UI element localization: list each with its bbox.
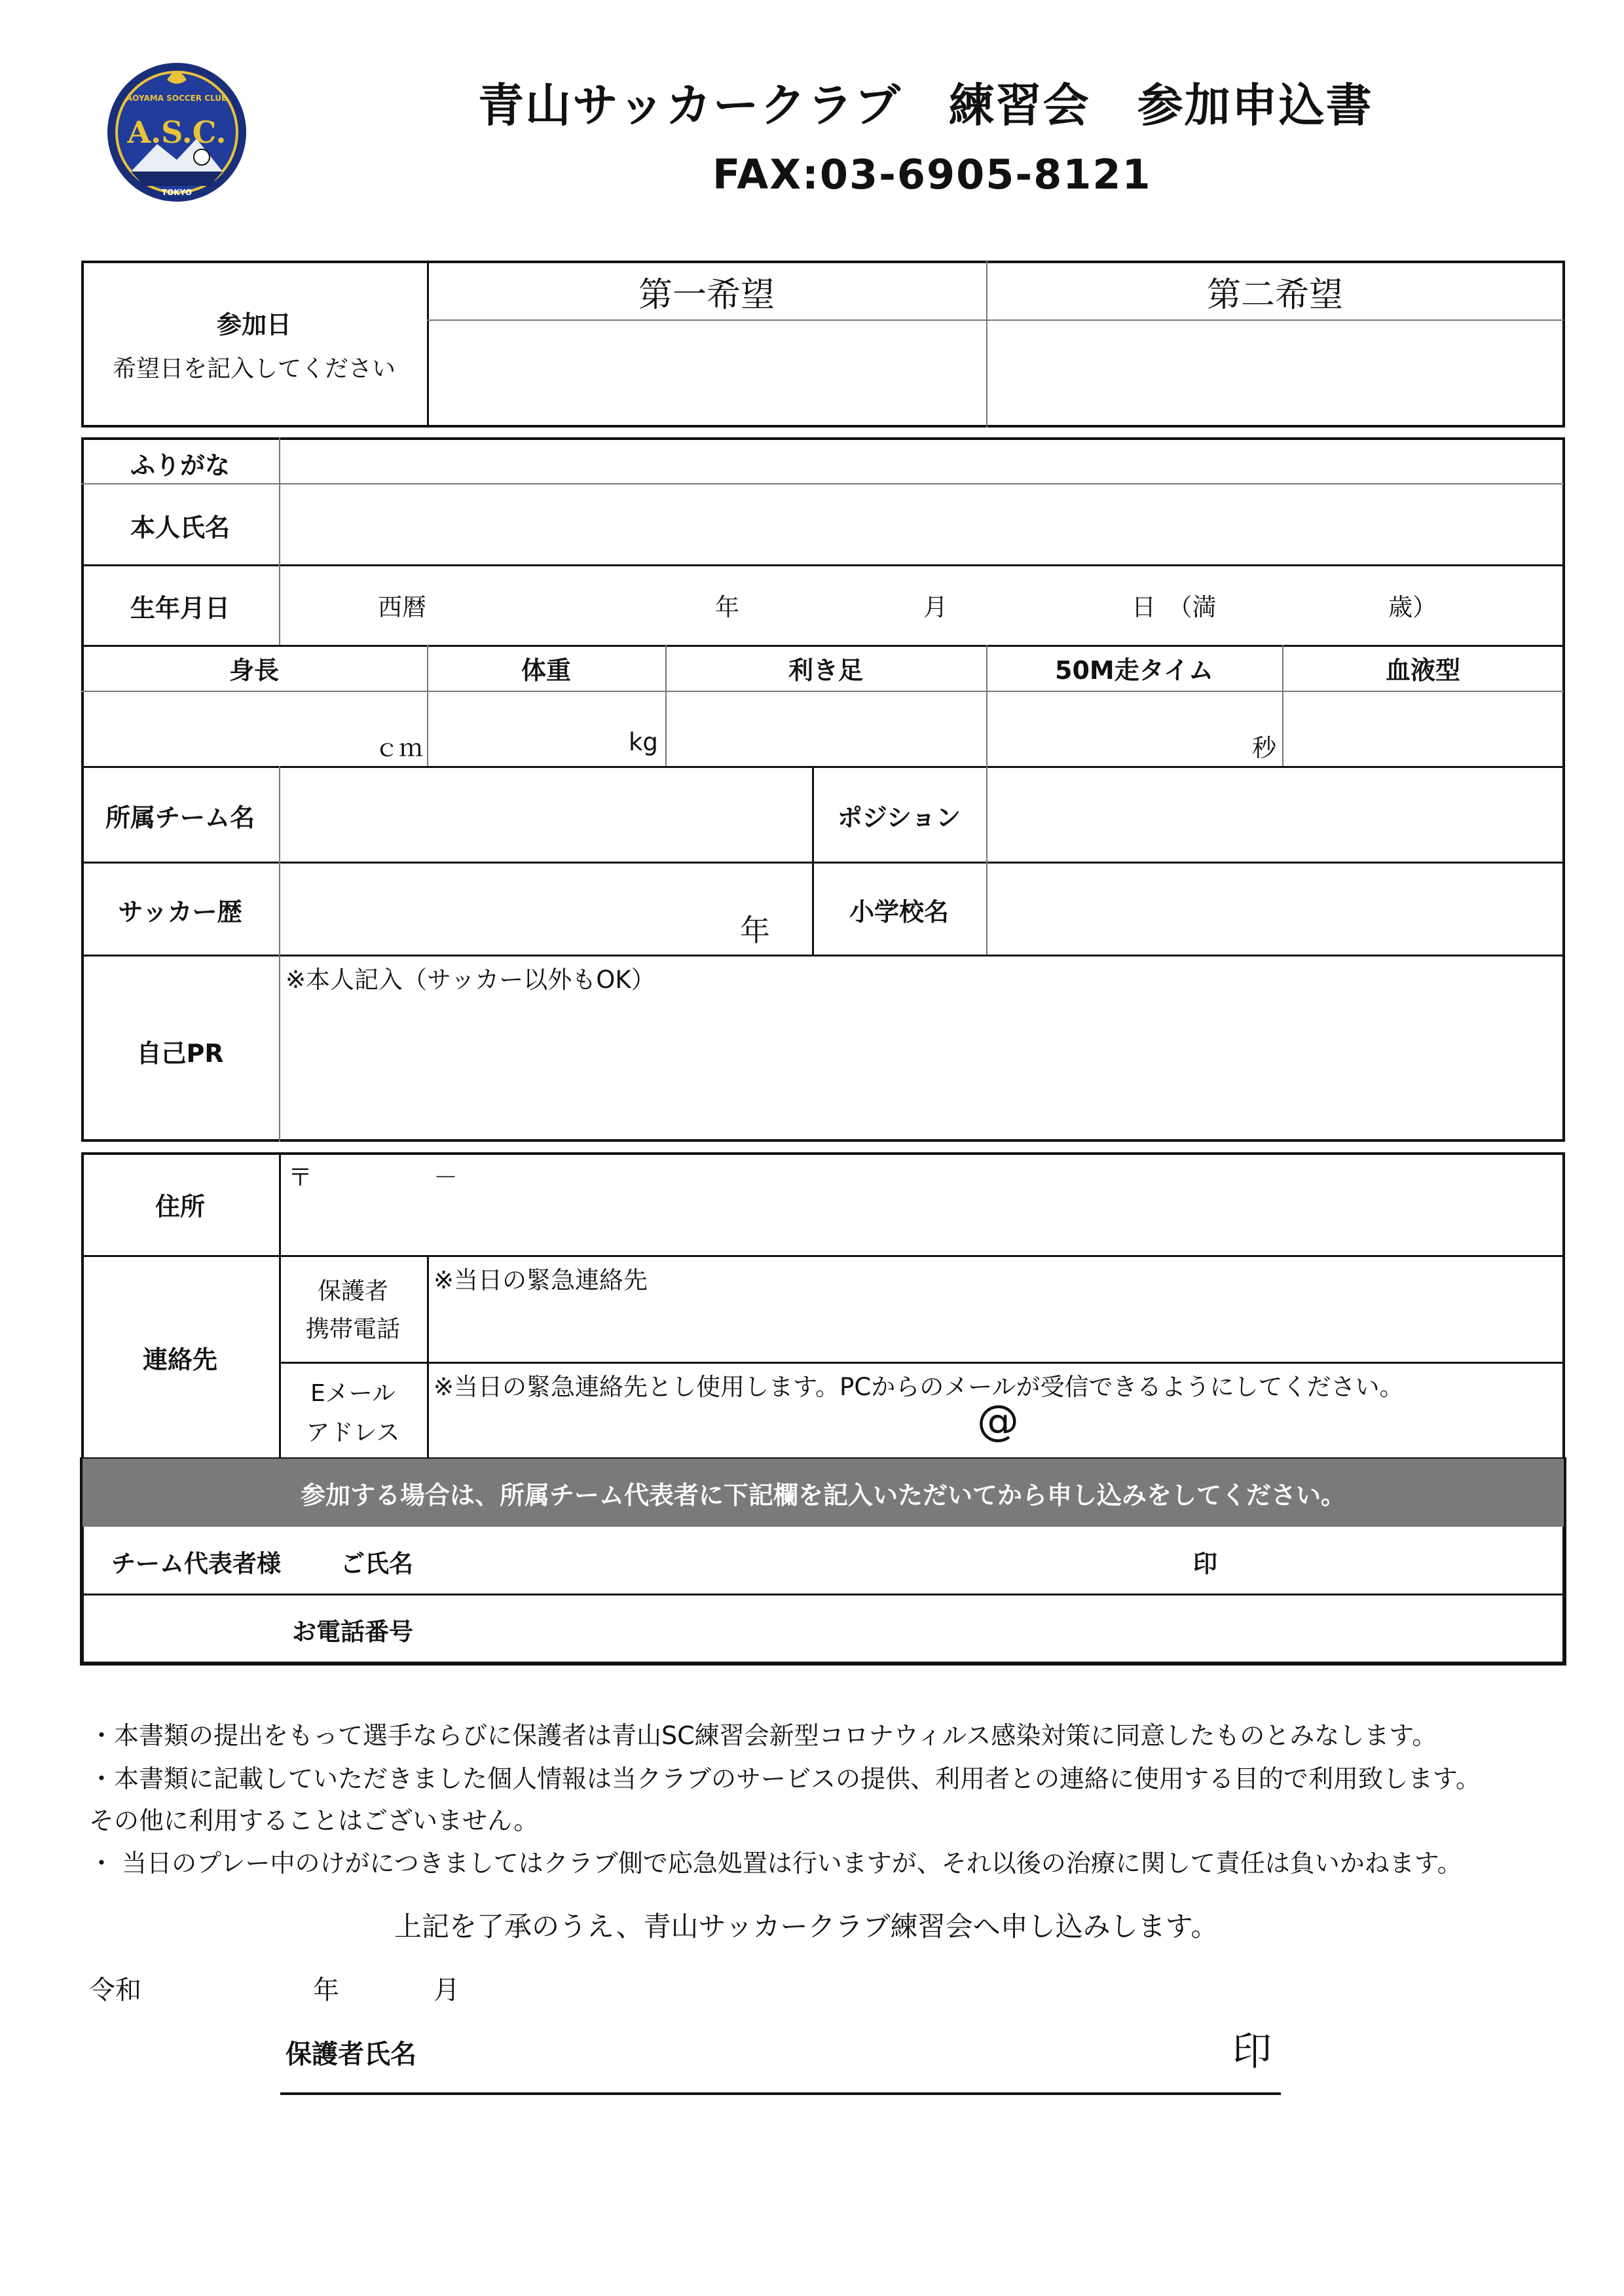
rep-phone-label: お電話番号 (292, 1618, 413, 1646)
guardian-phone-field[interactable] (430, 1293, 1562, 1360)
era-label: 令和 (89, 1975, 141, 2005)
phone-label-1: 保護者 (317, 1278, 388, 1305)
birth-month-label: 月 (923, 593, 948, 621)
weight-unit: kg (629, 728, 658, 756)
phone-label-2: 携帯電話 (305, 1316, 400, 1343)
team-label: 所属チーム名 (105, 803, 255, 832)
guardian-name-label: 保護者氏名 (286, 2039, 416, 2069)
school-field[interactable] (989, 864, 1562, 953)
second-choice-header: 第二希望 (1206, 276, 1343, 315)
contact-label: 連絡先 (142, 1345, 217, 1374)
date-label: 参加日 (216, 310, 291, 339)
note-2: ・本書類に記載していただきました個人情報は当クラブのサービスの提供、利用者との連絡に使用する目的で利用致します。 (89, 1764, 1481, 1793)
sprint-unit: 秒 (1252, 734, 1276, 762)
height-field[interactable] (84, 693, 424, 764)
rep-seal: 印 (1193, 1550, 1217, 1578)
birth-label: 生年月日 (130, 594, 230, 623)
fax-number: FAX:03-6905-8121 (712, 151, 1152, 198)
logo-top-text: AOYAMA SOCCER CLUB (126, 94, 228, 103)
height-header: 身長 (229, 656, 279, 685)
height-unit: ｃｍ (375, 734, 423, 762)
weight-header: 体重 (521, 656, 571, 685)
email-note: ※当日の緊急連絡先とし使用します。PCからのメールが受信できるようにしてください。 (434, 1373, 1404, 1401)
postal-mark: 〒 － (288, 1163, 458, 1192)
school-label: 小学校名 (849, 898, 949, 926)
agreement-text: 上記を了承のうえ、青山サッカークラブ練習会へ申し込みします。 (394, 1910, 1219, 1942)
rep-label: チーム代表者様 (111, 1550, 281, 1578)
email-label-1: Eメール (310, 1380, 396, 1407)
submission-date-field[interactable] (149, 1964, 477, 2003)
guardian-seal: 印 (1232, 2029, 1272, 2075)
furigana-field[interactable] (282, 440, 1562, 482)
birth-era-label: 西暦 (378, 593, 426, 621)
email-field[interactable] (430, 1401, 1562, 1457)
birth-day-label: 日 （満 (1132, 593, 1217, 621)
birth-age-label: 歳） (1388, 593, 1437, 621)
rep-phone-field[interactable] (432, 1597, 1559, 1660)
history-label: サッカー歴 (118, 898, 242, 926)
email-label-2: アドレス (306, 1419, 400, 1446)
rep-name-field[interactable] (432, 1532, 1192, 1591)
form-title: 青山サッカークラブ 練習会 参加申込書 (478, 79, 1373, 132)
at-mark: @ (977, 1397, 1019, 1446)
foot-header: 利き足 (788, 656, 863, 685)
first-choice-field[interactable] (430, 322, 984, 426)
logo-bottom-text: TOKYO (161, 188, 193, 197)
furigana-label: ふりがな (130, 451, 230, 480)
sprint-header: 50M走タイム (1055, 656, 1213, 685)
note-3: その他に利用することはございません。 (89, 1806, 539, 1835)
first-choice-header: 第一希望 (638, 276, 775, 315)
second-choice-field[interactable] (989, 322, 1562, 426)
position-field[interactable] (989, 769, 1562, 860)
signature-line (280, 2092, 1281, 2095)
note-1: ・本書類の提出をもって選手ならびに保護者は青山SC練習会新型コロナウィルス感染対策に同意したものとみなします。 (89, 1721, 1437, 1750)
rep-name-label: ご氏名 (341, 1550, 413, 1578)
pr-field[interactable] (282, 995, 1562, 1140)
pr-label: 自己PR (136, 1039, 224, 1068)
team-field[interactable] (282, 769, 809, 860)
name-field[interactable] (282, 486, 1562, 563)
club-logo (105, 60, 249, 204)
position-label: ポジション (837, 803, 961, 832)
address-label: 住所 (155, 1192, 205, 1221)
footer-month-label: 月 (434, 1975, 460, 2005)
address-field[interactable] (282, 1155, 1562, 1254)
blood-field[interactable] (1285, 693, 1562, 764)
history-unit: 年 (740, 913, 770, 948)
history-field[interactable] (282, 864, 809, 953)
guardian-name-field[interactable] (445, 2023, 1218, 2088)
footer-year-label: 年 (313, 1975, 339, 2005)
name-label: 本人氏名 (130, 513, 230, 542)
logo-text: A.S.C. (127, 115, 227, 150)
birth-year-label: 年 (715, 593, 739, 621)
pr-note: ※本人記入（サッカー以外もOK） (286, 966, 655, 994)
note-4: ・ 当日のプレー中のけがにつきましてはクラブ側で応急処置は行いますが、それ以後の治療に関して責任は負いかねます。 (89, 1849, 1462, 1878)
date-sub-label: 希望日を記入してください (112, 355, 396, 382)
blood-header: 血液型 (1385, 656, 1460, 685)
phone-note: ※当日の緊急連絡先 (434, 1266, 648, 1294)
sprint-field[interactable] (989, 693, 1280, 764)
foot-field[interactable] (668, 693, 984, 764)
representative-banner: 参加する場合は、所属チーム代表者に下記欄を記入いただいてから申し込みをしてください。 (83, 1459, 1564, 1527)
weight-field[interactable] (430, 693, 663, 764)
